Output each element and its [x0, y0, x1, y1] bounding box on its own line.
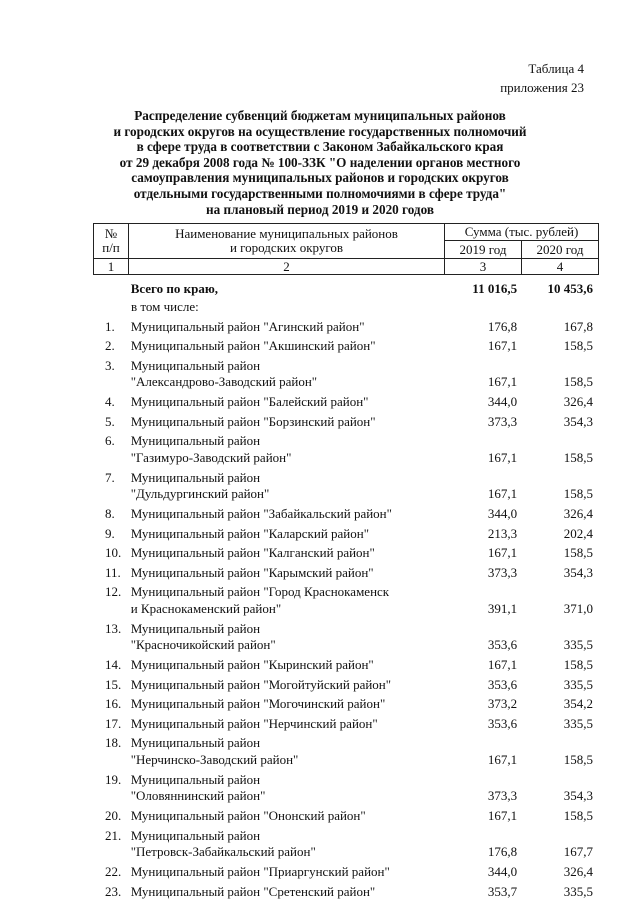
header-index: 2: [129, 259, 445, 275]
table-number-label: Таблица 4: [528, 61, 584, 76]
title-line: самоуправления муниципальных районов и городских округов: [131, 170, 509, 186]
row-name: [127, 716, 439, 733]
row-value-2020: 326,4: [563, 506, 593, 521]
table-row: [93, 526, 593, 543]
row-value-2019: 176,8: [487, 318, 518, 334]
row-number: 11.: [105, 564, 121, 580]
title-line: Распределение субвенций бюджетам муниципальных районов: [134, 108, 506, 123]
row-value-2019: 373,3: [487, 564, 518, 580]
row-name: [127, 696, 439, 713]
rows-container: [93, 319, 593, 901]
row-name: [127, 470, 439, 503]
row-name: [127, 394, 439, 411]
row-name: [127, 338, 439, 355]
document-title: [60, 108, 580, 217]
row-value-2020: 158,5: [563, 338, 593, 353]
row-value-2019: 167,1: [487, 751, 518, 767]
title-line: на плановый период 2019 и 2020 годов: [206, 201, 434, 217]
row-value-2020: 335,5: [563, 715, 593, 731]
total-row: [93, 278, 593, 299]
row-value-2020: 354,3: [563, 564, 593, 580]
table-row: [93, 584, 593, 617]
row-name: [127, 772, 439, 805]
total-label: Всего по краю,: [130, 281, 219, 296]
row-value-2020: 335,5: [563, 637, 593, 652]
row-number: 10.: [105, 545, 122, 560]
row-name-line: Муниципальный район: [130, 620, 261, 636]
row-value-2019: 353,7: [487, 883, 518, 899]
total-2020: 10 453,6: [547, 281, 593, 296]
row-name-line: Муниципальный район: [130, 433, 261, 448]
header-col-number: № п/п: [94, 224, 129, 259]
total-2019: 11 016,5: [472, 281, 518, 296]
row-value-2020: 158,5: [563, 545, 593, 560]
row-name-line: Муниципальный район "Ононский район": [130, 808, 366, 823]
table-row: [93, 735, 593, 768]
row-number: 13.: [105, 620, 122, 636]
row-number: 22.: [105, 864, 122, 879]
row-name: [127, 358, 439, 391]
table-row: [93, 808, 593, 825]
header-col-name: Наименование муниципальных районов и городских округов: [129, 224, 445, 259]
table-header: [93, 223, 599, 275]
row-number: 1.: [105, 318, 115, 334]
appendix-label: приложения 23: [500, 80, 584, 95]
row-value-2019: 353,6: [487, 637, 518, 652]
row-name: [127, 808, 439, 825]
row-name-line: "Красночикойский район": [130, 637, 276, 652]
row-value-2019: 344,0: [487, 506, 518, 521]
row-number: 4.: [105, 394, 115, 409]
row-name-line: Муниципальный район "Карымский район": [130, 564, 374, 580]
row-name: [127, 657, 439, 674]
row-number: 23.: [105, 883, 122, 899]
row-value-2020: 354,3: [563, 413, 593, 429]
row-name: [127, 506, 439, 523]
row-value-2020: 158,5: [563, 449, 593, 465]
header-index: 3: [445, 259, 522, 275]
row-name: [127, 864, 439, 881]
row-value-2020: 158,5: [563, 808, 593, 823]
row-value-2020: 158,5: [563, 486, 593, 501]
row-name-line: Муниципальный район: [130, 771, 261, 787]
row-number: 12.: [105, 584, 122, 599]
row-name-line: "Газимуро-Заводский район": [130, 449, 292, 465]
row-name-line: Муниципальный район: [130, 469, 261, 485]
row-value-2019: 176,8: [487, 844, 518, 859]
row-name: [127, 319, 439, 336]
row-name: [127, 433, 439, 466]
row-name-line: Муниципальный район "Кыринский район": [130, 657, 374, 672]
row-number: 20.: [105, 808, 122, 823]
row-value-2020: 335,5: [563, 883, 593, 899]
row-number: 19.: [105, 771, 122, 787]
row-value-2020: 326,4: [563, 864, 593, 879]
row-number: 5.: [105, 413, 115, 429]
row-value-2019: 167,1: [487, 338, 518, 353]
row-number: 18.: [105, 735, 122, 750]
row-name-line: Муниципальный район "Нерчинский район": [130, 715, 378, 731]
row-value-2020: 167,7: [563, 844, 593, 859]
row-name: [127, 735, 439, 768]
row-value-2019: 167,1: [487, 486, 518, 501]
title-line: отдельными государственными полномочиями в сфере труда": [133, 185, 507, 201]
table-row: [93, 319, 593, 336]
row-value-2019: 391,1: [487, 600, 518, 616]
header-col-2019: 2019 год: [445, 241, 522, 259]
header-col-2020: 2020 год: [522, 241, 599, 259]
row-name-line: Муниципальный район: [130, 357, 261, 373]
row-name: [127, 828, 439, 861]
row-number: 3.: [105, 357, 115, 373]
row-name-line: Муниципальный район "Сретенский район": [130, 883, 376, 899]
row-name: [127, 414, 439, 431]
row-value-2019: 167,1: [487, 808, 518, 823]
row-name: [127, 526, 439, 543]
table-row: [93, 565, 593, 582]
row-name-line: Муниципальный район "Балейский район": [130, 394, 369, 409]
total-subtitle: в том числе:: [131, 299, 199, 314]
row-name-line: Муниципальный район "Каларский район": [130, 525, 370, 541]
row-number: 6.: [105, 433, 115, 448]
row-value-2020: 335,5: [563, 676, 593, 692]
table-row: [93, 657, 593, 674]
row-number: 8.: [105, 506, 115, 521]
header-index: 1: [94, 259, 129, 275]
table-row: [93, 716, 593, 733]
row-number: 17.: [105, 715, 122, 731]
row-value-2019: 353,6: [487, 676, 518, 692]
row-value-2019: 167,1: [487, 374, 518, 389]
table-body: [93, 278, 593, 903]
row-value-2020: 158,5: [563, 374, 593, 389]
header-index: 4: [522, 259, 599, 275]
row-name: [127, 884, 439, 901]
row-number: 16.: [105, 696, 122, 711]
row-value-2020: 202,4: [563, 525, 593, 541]
row-value-2020: 167,8: [563, 318, 593, 334]
row-name-line: Муниципальный район "Забайкальский район": [130, 506, 392, 521]
row-name-line: "Оловяннинский район": [130, 788, 266, 803]
table-row: [93, 506, 593, 523]
row-name: [127, 677, 439, 694]
row-number: 2.: [105, 338, 115, 353]
table-row: [93, 433, 593, 466]
row-value-2020: 158,5: [563, 657, 593, 672]
row-name-line: "Петровск-Забайкальский район": [130, 844, 316, 859]
row-name-line: Муниципальный район: [130, 827, 261, 843]
row-value-2019: 167,1: [487, 545, 518, 560]
row-name: [127, 545, 439, 562]
row-number: 9.: [105, 525, 115, 541]
row-name-line: Муниципальный район "Могойтуйский район": [130, 676, 392, 692]
table-row: [93, 414, 593, 431]
row-name-line: Муниципальный район "Могочинский район": [130, 696, 386, 711]
row-name-line: Муниципальный район "Агинский район": [130, 318, 365, 334]
row-value-2020: 158,5: [563, 751, 593, 767]
table-row: [93, 394, 593, 411]
row-value-2019: 344,0: [487, 864, 518, 879]
row-value-2019: 167,1: [487, 449, 518, 465]
table-row: [93, 864, 593, 881]
row-value-2020: 371,0: [563, 600, 593, 616]
header-col-sum: Сумма (тыс. рублей): [445, 224, 599, 241]
row-value-2019: 213,3: [487, 525, 518, 541]
table-row: [93, 545, 593, 562]
row-name-line: "Нерчинско-Заводский район": [130, 751, 299, 767]
row-name-line: Муниципальный район "Борзинский район": [130, 413, 376, 429]
row-name-line: и Краснокаменский район": [130, 600, 282, 616]
table-row: [93, 828, 593, 861]
row-number: 7.: [105, 469, 115, 485]
table-row: [93, 772, 593, 805]
row-value-2019: 373,3: [487, 413, 518, 429]
total-subtitle-row: [93, 299, 593, 316]
title-line: и городских округов на осуществление государственных полномочий: [113, 123, 527, 139]
row-number: 21.: [105, 827, 122, 843]
row-name: [127, 584, 439, 617]
title-line: от 29 декабря 2008 года № 100-ЗЗК "О наделении органов местного: [119, 154, 521, 170]
row-name-line: "Александрово-Заводский район": [130, 374, 318, 389]
row-name-line: Муниципальный район "Приаргунский район": [130, 864, 390, 879]
row-name-line: Муниципальный район "Акшинский район": [130, 338, 376, 353]
row-name-line: Муниципальный район: [130, 735, 261, 750]
table-row: [93, 470, 593, 503]
row-number: 15.: [105, 676, 122, 692]
table-row: [93, 696, 593, 713]
table-row: [93, 884, 593, 901]
row-name: [127, 565, 439, 582]
table-row: [93, 338, 593, 355]
row-name-line: Муниципальный район "Калганский район": [130, 545, 375, 560]
table-row: [93, 358, 593, 391]
row-value-2020: 354,2: [563, 696, 593, 711]
row-number: 14.: [105, 657, 122, 672]
row-name-line: Муниципальный район "Город Краснокаменск: [130, 584, 390, 599]
row-value-2020: 326,4: [563, 394, 593, 409]
row-value-2019: 167,1: [487, 657, 518, 672]
row-value-2019: 373,3: [487, 788, 518, 803]
row-value-2019: 353,6: [487, 715, 518, 731]
row-name-line: "Дульдургинский район": [130, 486, 270, 501]
row-value-2019: 373,2: [487, 696, 518, 711]
title-line: в сфере труда в соответствии с Законом Забайкальского края: [136, 139, 504, 155]
table-row: [93, 677, 593, 694]
row-name: [127, 621, 439, 654]
row-value-2020: 354,3: [563, 788, 593, 803]
table-row: [93, 621, 593, 654]
row-value-2019: 344,0: [487, 394, 518, 409]
